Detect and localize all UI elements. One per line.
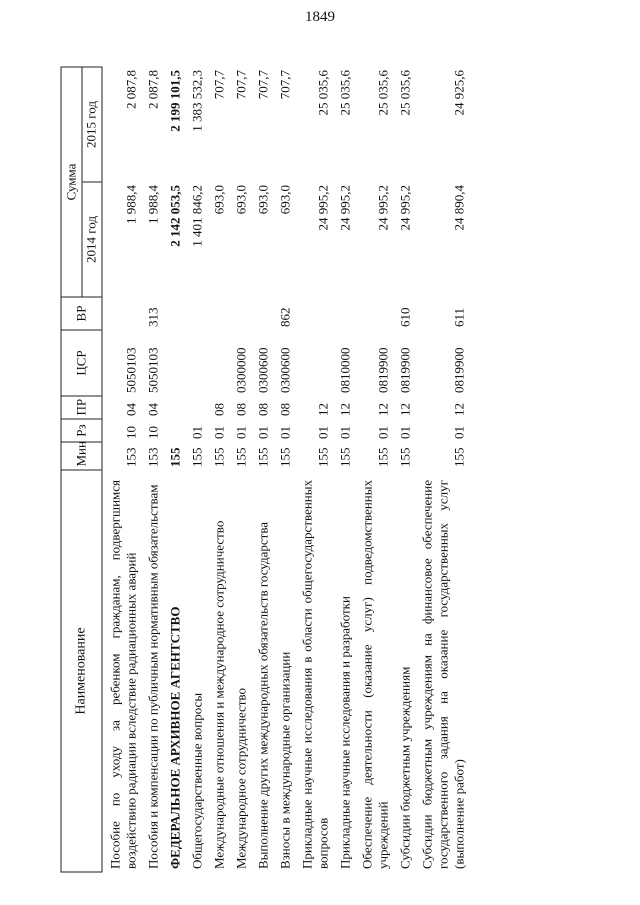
budget-table-rotated [61,68,541,873]
row-pr: 08 [277,403,293,416]
row-sum-2014: 2 142 053,5 [167,185,183,247]
row-sum-2015: 2 087,8 [145,70,161,109]
row-pr [185,396,207,419]
row-sum-2014: 693,0 [211,185,227,215]
row-vr [207,297,229,330]
row-vr [295,297,333,330]
header-csr: ЦСР [61,330,102,396]
row-vr: 313 [145,307,161,327]
row-sum-2014: 693,0 [255,185,271,215]
row-vr [185,297,207,330]
table-body [102,67,469,872]
row-csr: 0810000 [337,347,353,393]
table-row [355,67,393,872]
row-csr: 5050103 [145,347,161,393]
row-name: Выполнение других международных обязательств государства [255,521,271,869]
row-vr [355,297,393,330]
row-rz: 01 [315,426,331,439]
row-name: Прикладные научные исследования в области общегосударственных вопросов [299,480,331,869]
row-sum-2015: 25 035,6 [315,70,331,116]
page-number: 1849 [305,9,335,25]
row-vr: 611 [451,307,467,327]
row-min: 155 [277,447,293,467]
row-sum-2014: 24 995,2 [397,185,413,231]
row-min: 155 [255,447,271,467]
row-pr: 12 [375,403,391,416]
row-csr: 0300600 [255,347,271,393]
row-sum-2014: 24 995,2 [375,185,391,231]
header-name: Наименование [61,470,102,872]
row-rz: 01 [233,426,249,439]
row-min: 153 [145,447,161,467]
row-sum-2015: 25 035,6 [397,70,413,116]
row-sum-2014: 24 995,2 [315,185,331,231]
row-sum-2015: 25 035,6 [375,70,391,116]
table-row [415,67,469,872]
row-sum-2015: 25 035,6 [337,70,353,116]
row-rz [163,419,185,442]
row-csr: 0300600 [277,347,293,393]
row-sum-2015: 1 383 532,3 [189,70,205,132]
row-csr [207,330,229,396]
table-row [251,67,273,872]
row-rz: 01 [189,426,205,439]
row-pr: 12 [337,403,353,416]
row-sum-2014: 693,0 [233,185,249,215]
row-csr: 0300000 [233,347,249,393]
row-name: Прикладные научные исследования и разработки [337,596,353,869]
header-year-2015: 2015 год [82,67,103,182]
budget-table [61,67,469,873]
row-csr: 0819900 [451,347,467,393]
row-sum-2015: 707,7 [233,70,249,100]
row-sum-2015: 2 087,8 [123,70,139,109]
row-vr: 610 [397,307,413,327]
row-name: ФЕДЕРАЛЬНОЕ АРХИВНОЕ АГЕНТСТВО [167,606,183,869]
row-sum-2015: 707,7 [277,70,293,100]
row-name: Международное сотрудничество [233,688,249,869]
row-pr [163,396,185,419]
row-vr [102,297,141,330]
row-sum-2014: 24 995,2 [337,185,353,231]
row-min: 155 [451,447,467,467]
row-csr [185,330,207,396]
row-pr: 12 [397,403,413,416]
table-row [333,67,355,872]
row-sum-2014: 24 890,4 [451,185,467,231]
row-sum-2014: 1 401 846,2 [189,185,205,247]
row-pr: 12 [451,403,467,416]
row-sum-2015: 707,7 [255,70,271,100]
row-pr: 08 [211,403,227,416]
row-name: Пособие по уходу за ребенком гражданам, подвергшимся воздействию радиации вследствие радиационных аварий [107,480,139,869]
row-sum-2014: 693,0 [277,185,293,215]
row-rz: 01 [277,426,293,439]
row-vr [163,297,185,330]
table-row [185,67,207,872]
row-name: Общегосударственные вопросы [189,692,205,869]
table-row [207,67,229,872]
row-csr: 5050103 [123,347,139,393]
row-min: 155 [315,447,331,467]
table-row [163,67,185,872]
row-min: 155 [233,447,249,467]
table-row [102,67,141,872]
row-rz: 01 [451,426,467,439]
row-pr: 08 [233,403,249,416]
header-sum: Сумма [61,67,82,297]
header-vr: ВР [61,297,102,330]
row-csr: 0819900 [397,347,413,393]
row-sum-2014: 1 988,4 [123,185,139,224]
header-min: Мин [61,442,102,470]
row-name: Пособия и компенсации по публичным нормативным обязательствам [145,484,161,869]
header-rz: Рз [61,419,102,442]
row-min: 155 [167,447,183,467]
table-row [295,67,333,872]
row-rz: 01 [211,426,227,439]
row-vr [229,297,251,330]
table-header [61,67,102,872]
row-name: Международные отношения и международное сотрудничество [211,520,227,869]
row-sum-2014: 1 988,4 [145,185,161,224]
row-pr: 12 [315,403,331,416]
table-row [273,67,295,872]
table-row [229,67,251,872]
row-csr [295,330,333,396]
row-vr [333,297,355,330]
row-min: 155 [189,447,205,467]
row-sum-2015: 24 925,6 [451,70,467,116]
row-pr: 08 [255,403,271,416]
table-row [141,67,163,872]
row-sum-2015: 2 199 101,5 [167,70,183,132]
table-row [393,67,415,872]
row-min: 153 [123,447,139,467]
row-rz: 10 [145,426,161,439]
row-min: 155 [211,447,227,467]
row-sum-2015: 707,7 [211,70,227,100]
row-name: Обеспечение деятельности (оказание услуг) подведомственных учреждений [359,480,391,869]
row-vr [251,297,273,330]
row-name: Взносы в международные организации [277,651,293,869]
row-rz: 01 [337,426,353,439]
header-year-2014: 2014 год [82,182,103,297]
row-min: 155 [397,447,413,467]
header-pr: ПР [61,396,102,419]
row-vr: 862 [277,307,293,327]
row-min: 155 [337,447,353,467]
row-min: 155 [375,447,391,467]
row-rz: 01 [397,426,413,439]
row-pr: 04 [123,403,139,416]
row-rz: 01 [375,426,391,439]
row-csr [163,330,185,396]
row-csr: 0819900 [375,347,391,393]
row-pr: 04 [145,403,161,416]
row-name: Субсидии бюджетным учреждениям на финансовое обеспечение государственного задания на оказание государственных услуг (выполнение работ) [419,480,467,869]
row-name: Субсидии бюджетным учреждениям [397,666,413,869]
row-rz: 01 [255,426,271,439]
row-rz: 10 [123,426,139,439]
